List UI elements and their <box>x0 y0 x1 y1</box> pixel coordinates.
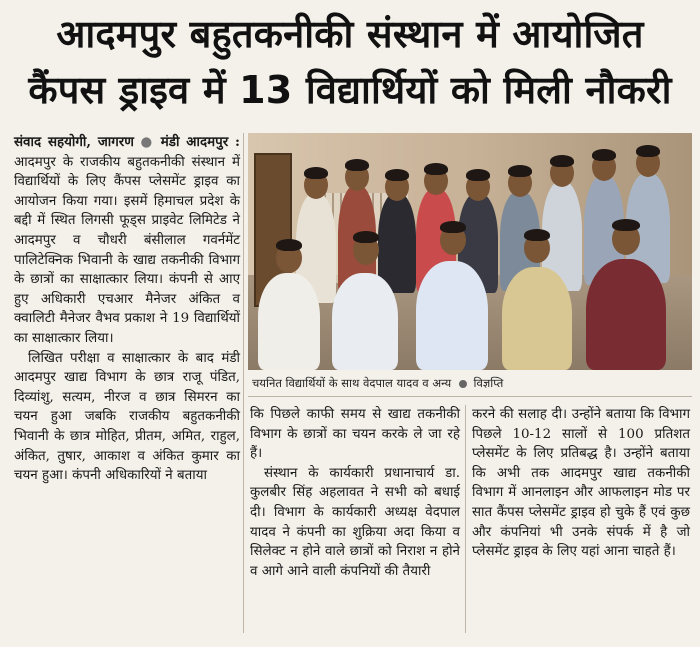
headline <box>14 6 686 118</box>
headline-line-2: कैंपस ड्राइव में 13 विद्यार्थियों को मिली नौकरी <box>28 68 672 112</box>
caption-text: चयनित विद्यार्थियों के साथ वेदपाल यादव व अन्य <box>252 376 452 390</box>
bullet-icon <box>459 380 467 388</box>
paragraph: संस्थान के कार्यकारी प्रधानाचार्य डा. कुलबीर सिंह अहलावत ने सभी को बधाई दी। विभाग के कार्यकारी अध्यक्ष वेदपाल यादव ने कंपनी का शुक्रिया अदा किया व सिलेक्ट न होने वाले छात्रों को निराश न होने व आगे आने वाली कंपनियों की तैयारी <box>250 465 460 579</box>
bullet-icon: ● <box>140 135 155 150</box>
headline-line-1: आदमपुर बहुतकनीकी संस्थान में आयोजित <box>56 12 644 56</box>
caption-credit: विज्ञप्ति <box>473 376 504 390</box>
column-divider <box>243 133 244 633</box>
news-photo <box>248 133 692 370</box>
caption-divider <box>248 396 692 397</box>
lead-text: आदमपुर के राजकीय बहुतकनीकी संस्थान में विद्यार्थियों के लिए कैंपस प्लेसमेंट ड्राइव का आयोजन किया गया। इसमें हिमाचल प्रदेश के बद्दी में स्थित लिगसी फूड्स प्राइवेट लिमिटेड ने आदमपुर व चौधरी बंसीलाल गवर्नमेंट पालिटेक्निक भिवानी के खाद्य तकनीकी विभाग के छात्रों का साक्षात्कार लिया। कंपनी से आए हुए अधिकारी एचआर मैनेजर अंकित व क्वालिटी मैनेजर वैभव प्रकाश ने 19 विद्यार्थियों का साक्षात्कार लिया। <box>14 154 240 346</box>
paragraph: कि पिछले काफी समय से खाद्य तकनीकी विभाग के छात्रों का चयन करके ले जा रहे हैं। <box>250 407 460 462</box>
article-column-1 <box>14 133 240 486</box>
column-divider <box>465 405 466 633</box>
article-column-2 <box>250 405 460 581</box>
lead-paragraph <box>14 133 240 349</box>
byline-author: संवाद सहयोगी, जागरण <box>14 134 134 150</box>
article-column-3 <box>472 405 690 562</box>
paragraph: लिखित परीक्षा व साक्षात्कार के बाद मंडी आदमपुर खाद्य विभाग के छात्र राजू पंडित, दिव्यांशु, सत्यम, नीरज व छात्र सिमरन का चयन हुआ जबकि राजकीय बहुतकनीकी भिवानी के छात्र मोहित, प्रीतम, अमित, राहुल, अंकित, तुषार, आकाश व अंकित कुमार का चयन हुआ। कंपनी अधिकारियों ने बताया <box>14 350 240 484</box>
paragraph: करने की सलाह दी। उन्होंने बताया कि विभाग पिछले 10-12 सालों से 100 प्रतिशत प्लेसमेंट के लिए प्रतिबद्ध है। उन्होंने बताया कि अभी तक आदमपुर खाद्य तकनीकी विभाग में आनलाइन और आफलाइन मोड पर सात कैंपस प्लेसमेंट ड्राइव हो चुके हैं एवं कुछ और कंपनियां भी उनके संपर्क में है जो प्लेसमेंट ड्राइव के लिए यहां आना चाहते हैं। <box>472 407 690 560</box>
photo-caption <box>248 372 696 394</box>
byline-place: मंडी आदमपुर : <box>160 134 240 150</box>
